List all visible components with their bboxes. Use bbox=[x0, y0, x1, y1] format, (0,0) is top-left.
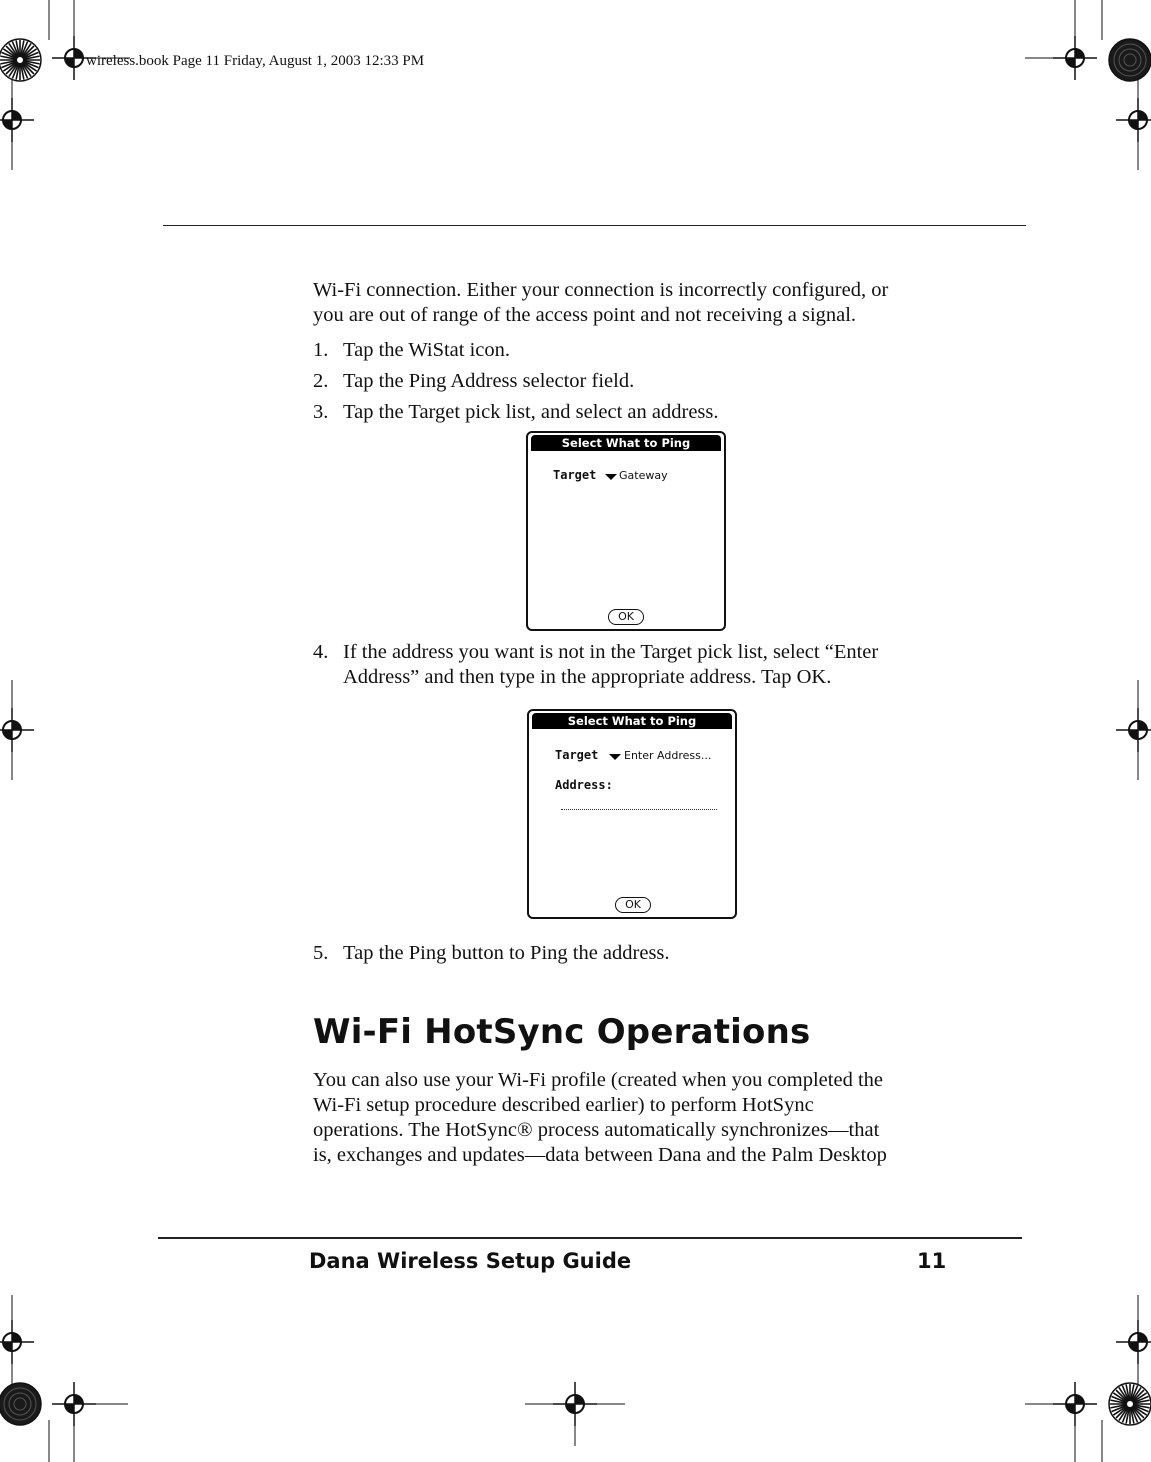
step-text bbox=[343, 640, 878, 690]
paragraph-line: is, exchanges and updates—data between Dana and the Palm Desktop bbox=[313, 1144, 887, 1166]
page-number: 11 bbox=[917, 1249, 947, 1273]
paragraph-line: Wi-Fi setup procedure described earlier) to perform HotSync bbox=[313, 1094, 814, 1116]
palm-dialog-ping-gateway bbox=[526, 431, 726, 631]
dialog-title: Select What to Ping bbox=[532, 713, 732, 729]
step-number: 4. bbox=[313, 641, 329, 663]
step-number: 5. bbox=[313, 942, 329, 964]
footer-title: Dana Wireless Setup Guide bbox=[309, 1249, 632, 1273]
step-text-line: Address” and then type in the appropriate address. Tap OK. bbox=[343, 666, 832, 688]
step-number: 1. bbox=[313, 339, 329, 361]
step-number: 2. bbox=[313, 370, 329, 392]
step-text: Tap the WiStat icon. bbox=[343, 339, 511, 361]
section-paragraph bbox=[313, 1068, 887, 1168]
intro-line: Wi-Fi connection. Either your connection is incorrectly configured, or bbox=[313, 279, 889, 301]
paragraph-line: operations. The HotSync® process automatically synchronizes—that bbox=[313, 1119, 880, 1141]
dropdown-triangle-icon bbox=[609, 754, 621, 760]
step-text: Tap the Ping Address selector field. bbox=[343, 370, 635, 392]
target-label: Target bbox=[555, 748, 599, 762]
target-pick-list[interactable]: Gateway bbox=[619, 469, 668, 482]
step-number: 3. bbox=[313, 401, 329, 423]
header-rule bbox=[163, 225, 1026, 226]
dialog-title: Select What to Ping bbox=[531, 435, 721, 451]
section-heading: Wi-Fi HotSync Operations bbox=[313, 1012, 811, 1052]
dropdown-triangle-icon bbox=[605, 474, 617, 480]
step-text-line: If the address you want is not in the Target pick list, select “Enter bbox=[343, 641, 879, 663]
step-text: Tap the Ping button to Ping the address. bbox=[343, 942, 670, 964]
slug-line: wireless.book Page 11 Friday, August 1, 2003 12:33 PM bbox=[86, 53, 425, 69]
palm-dialog-enter-address bbox=[527, 709, 737, 919]
step-text: Tap the Target pick list, and select an address. bbox=[343, 401, 719, 423]
target-label: Target bbox=[553, 468, 597, 482]
intro-paragraph bbox=[313, 278, 888, 328]
intro-line: you are out of range of the access point and not receiving a signal. bbox=[313, 304, 857, 326]
address-input[interactable] bbox=[561, 809, 717, 810]
ok-button[interactable]: OK bbox=[615, 897, 651, 913]
step-4 bbox=[313, 640, 879, 688]
paragraph-line: You can also use your Wi-Fi profile (created when you completed the bbox=[313, 1069, 883, 1091]
step-5 bbox=[313, 941, 670, 966]
footer-rule bbox=[158, 1237, 1022, 1239]
address-label: Address: bbox=[555, 778, 613, 792]
step-3 bbox=[313, 400, 719, 425]
target-pick-list[interactable]: Enter Address... bbox=[624, 749, 712, 762]
step-2 bbox=[313, 369, 635, 394]
ok-button[interactable]: OK bbox=[608, 609, 644, 625]
step-1 bbox=[313, 338, 511, 363]
